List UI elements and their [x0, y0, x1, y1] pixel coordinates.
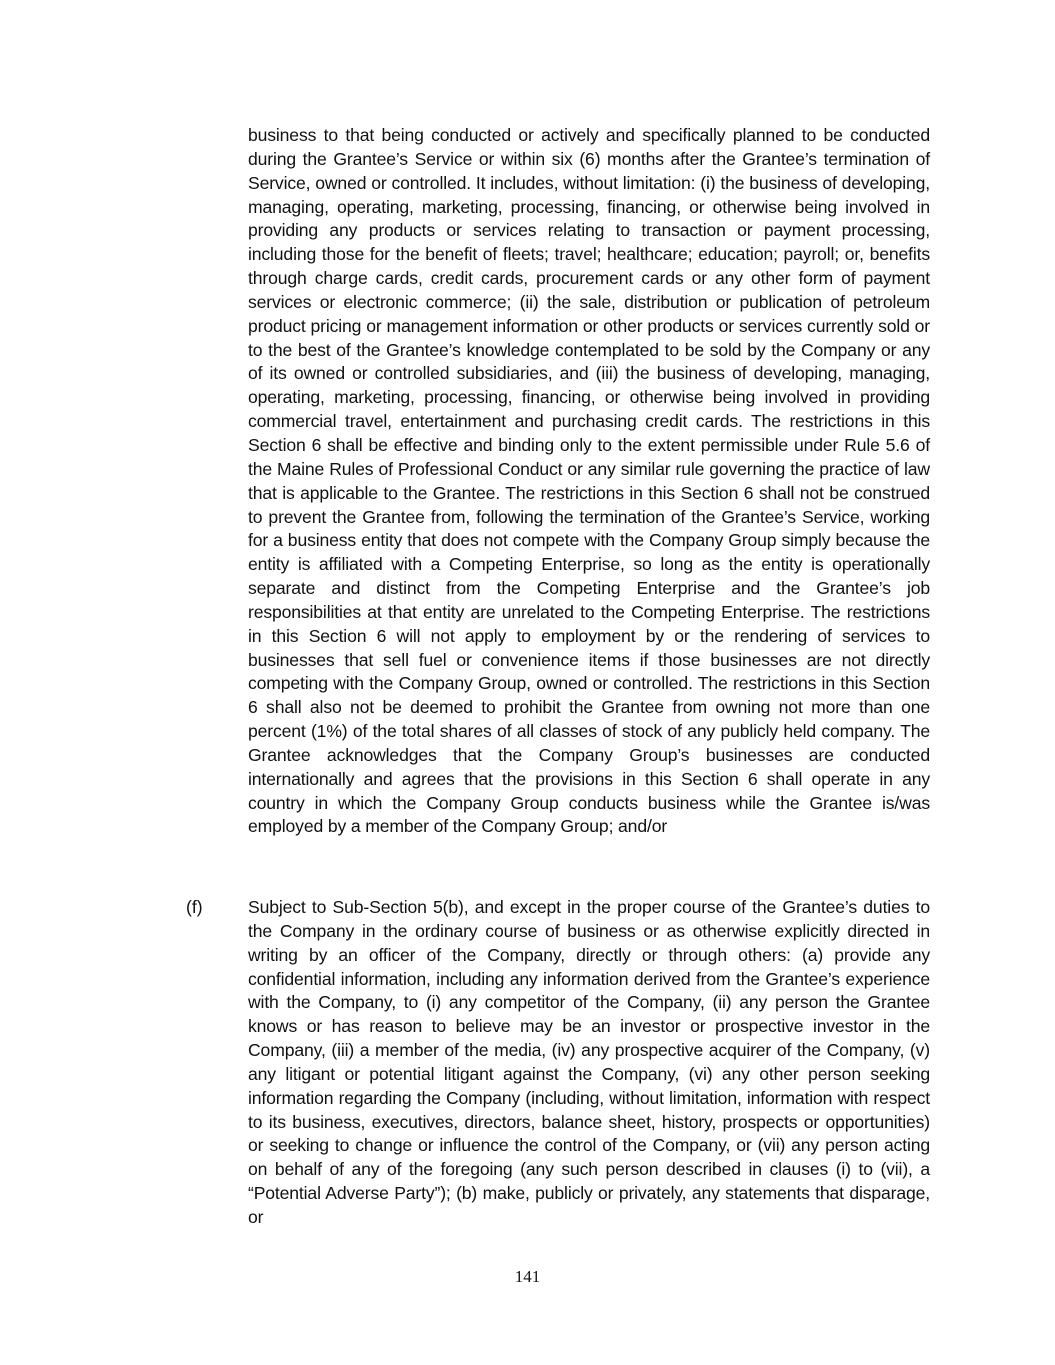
page-number: 141 [514, 1267, 541, 1286]
clause-f-paragraph: Subject to Sub-Section 5(b), and except in the proper course of the Grantee’s duties to the Company in the ordinary course of business or as otherwise explicitly directed in writing by an officer of the Company, directly or through others: (a) provide any confidential information, including any information derived from the Grantee’s experience with the Company, to (i) any competitor of the Company, (ii) any person the Grantee knows or has reason to believe may be an investor or prospective investor in the Company, (iii) a member of the media, (iv) any prospective acquirer of the Company, (v) any litigant or potential litigant against the Company, (vi) any other person seeking information regarding the Company (including, without limitation, information with respect to its business, executives, directors, balance sheet, history, prospects or opportunities) or seeking to change or influence the control of the Company, or (vii) any person acting on behalf of any of the foregoing (any such person described in clauses (i) to (vii), a “Potential Adverse Party”); (b) make, publicly or privately, any statements that disparage, or [248, 897, 930, 1227]
continued-paragraph: business to that being conducted or actively and specifically planned to be conducted during the Grantee’s Service or within six (6) months after the Grantee’s termination of Service, owned or controlled. It includes, without limitation: (i) the business of developing, managing, operating, marketing, processing, financing, or otherwise being involved in providing any products or services relating to transaction or payment processing, including those for the benefit of fleets; travel; healthcare; education; payroll; or, benefits through charge cards, credit cards, procurement cards or any other form of payment services or electronic commerce; (ii) the sale, distribution or publication of petroleum product pricing or management information or other products or services currently sold or to the best of the Grantee’s knowledge contemplated to be sold by the Company or any of its owned or controlled subsidiaries, and (iii) the business of developing, managing, operating, marketing, processing, financing, or otherwise being involved in providing commercial travel, entertainment and purchasing credit cards. The restrictions in this Section 6 shall be effective and binding only to the extent permissible under Rule 5.6 of the Maine Rules of Professional Conduct or any similar rule governing the practice of law that is applicable to the Grantee. The restrictions in this Section 6 shall not be construed to prevent the Grantee from, following the termination of the Grantee’s Service, working for a business entity that does not compete with the Company Group simply because the entity is affiliated with a Competing Enterprise, so long as the entity is operationally separate and distinct from the Competing Enterprise and the Grantee’s job responsibilities at that entity are unrelated to the Competing Enterprise. The restrictions in this Section 6 will not apply to employment by or the rendering of services to businesses that sell fuel or convenience items if those businesses are not directly competing with the Company Group, owned or controlled. The restrictions in this Section 6 shall also not be deemed to prohibit the Grantee from owning not more than one percent (1%) of the total shares of all classes of stock of any publicly held company. The Grantee acknowledges that the Company Group’s businesses are conducted internationally and agrees that the provisions in this Section 6 shall operate in any country in which the Company Group conducts business while the Grantee is/was employed by a member of the Company Group; and/or [248, 125, 930, 837]
clause-f-marker: (f) [186, 897, 203, 917]
